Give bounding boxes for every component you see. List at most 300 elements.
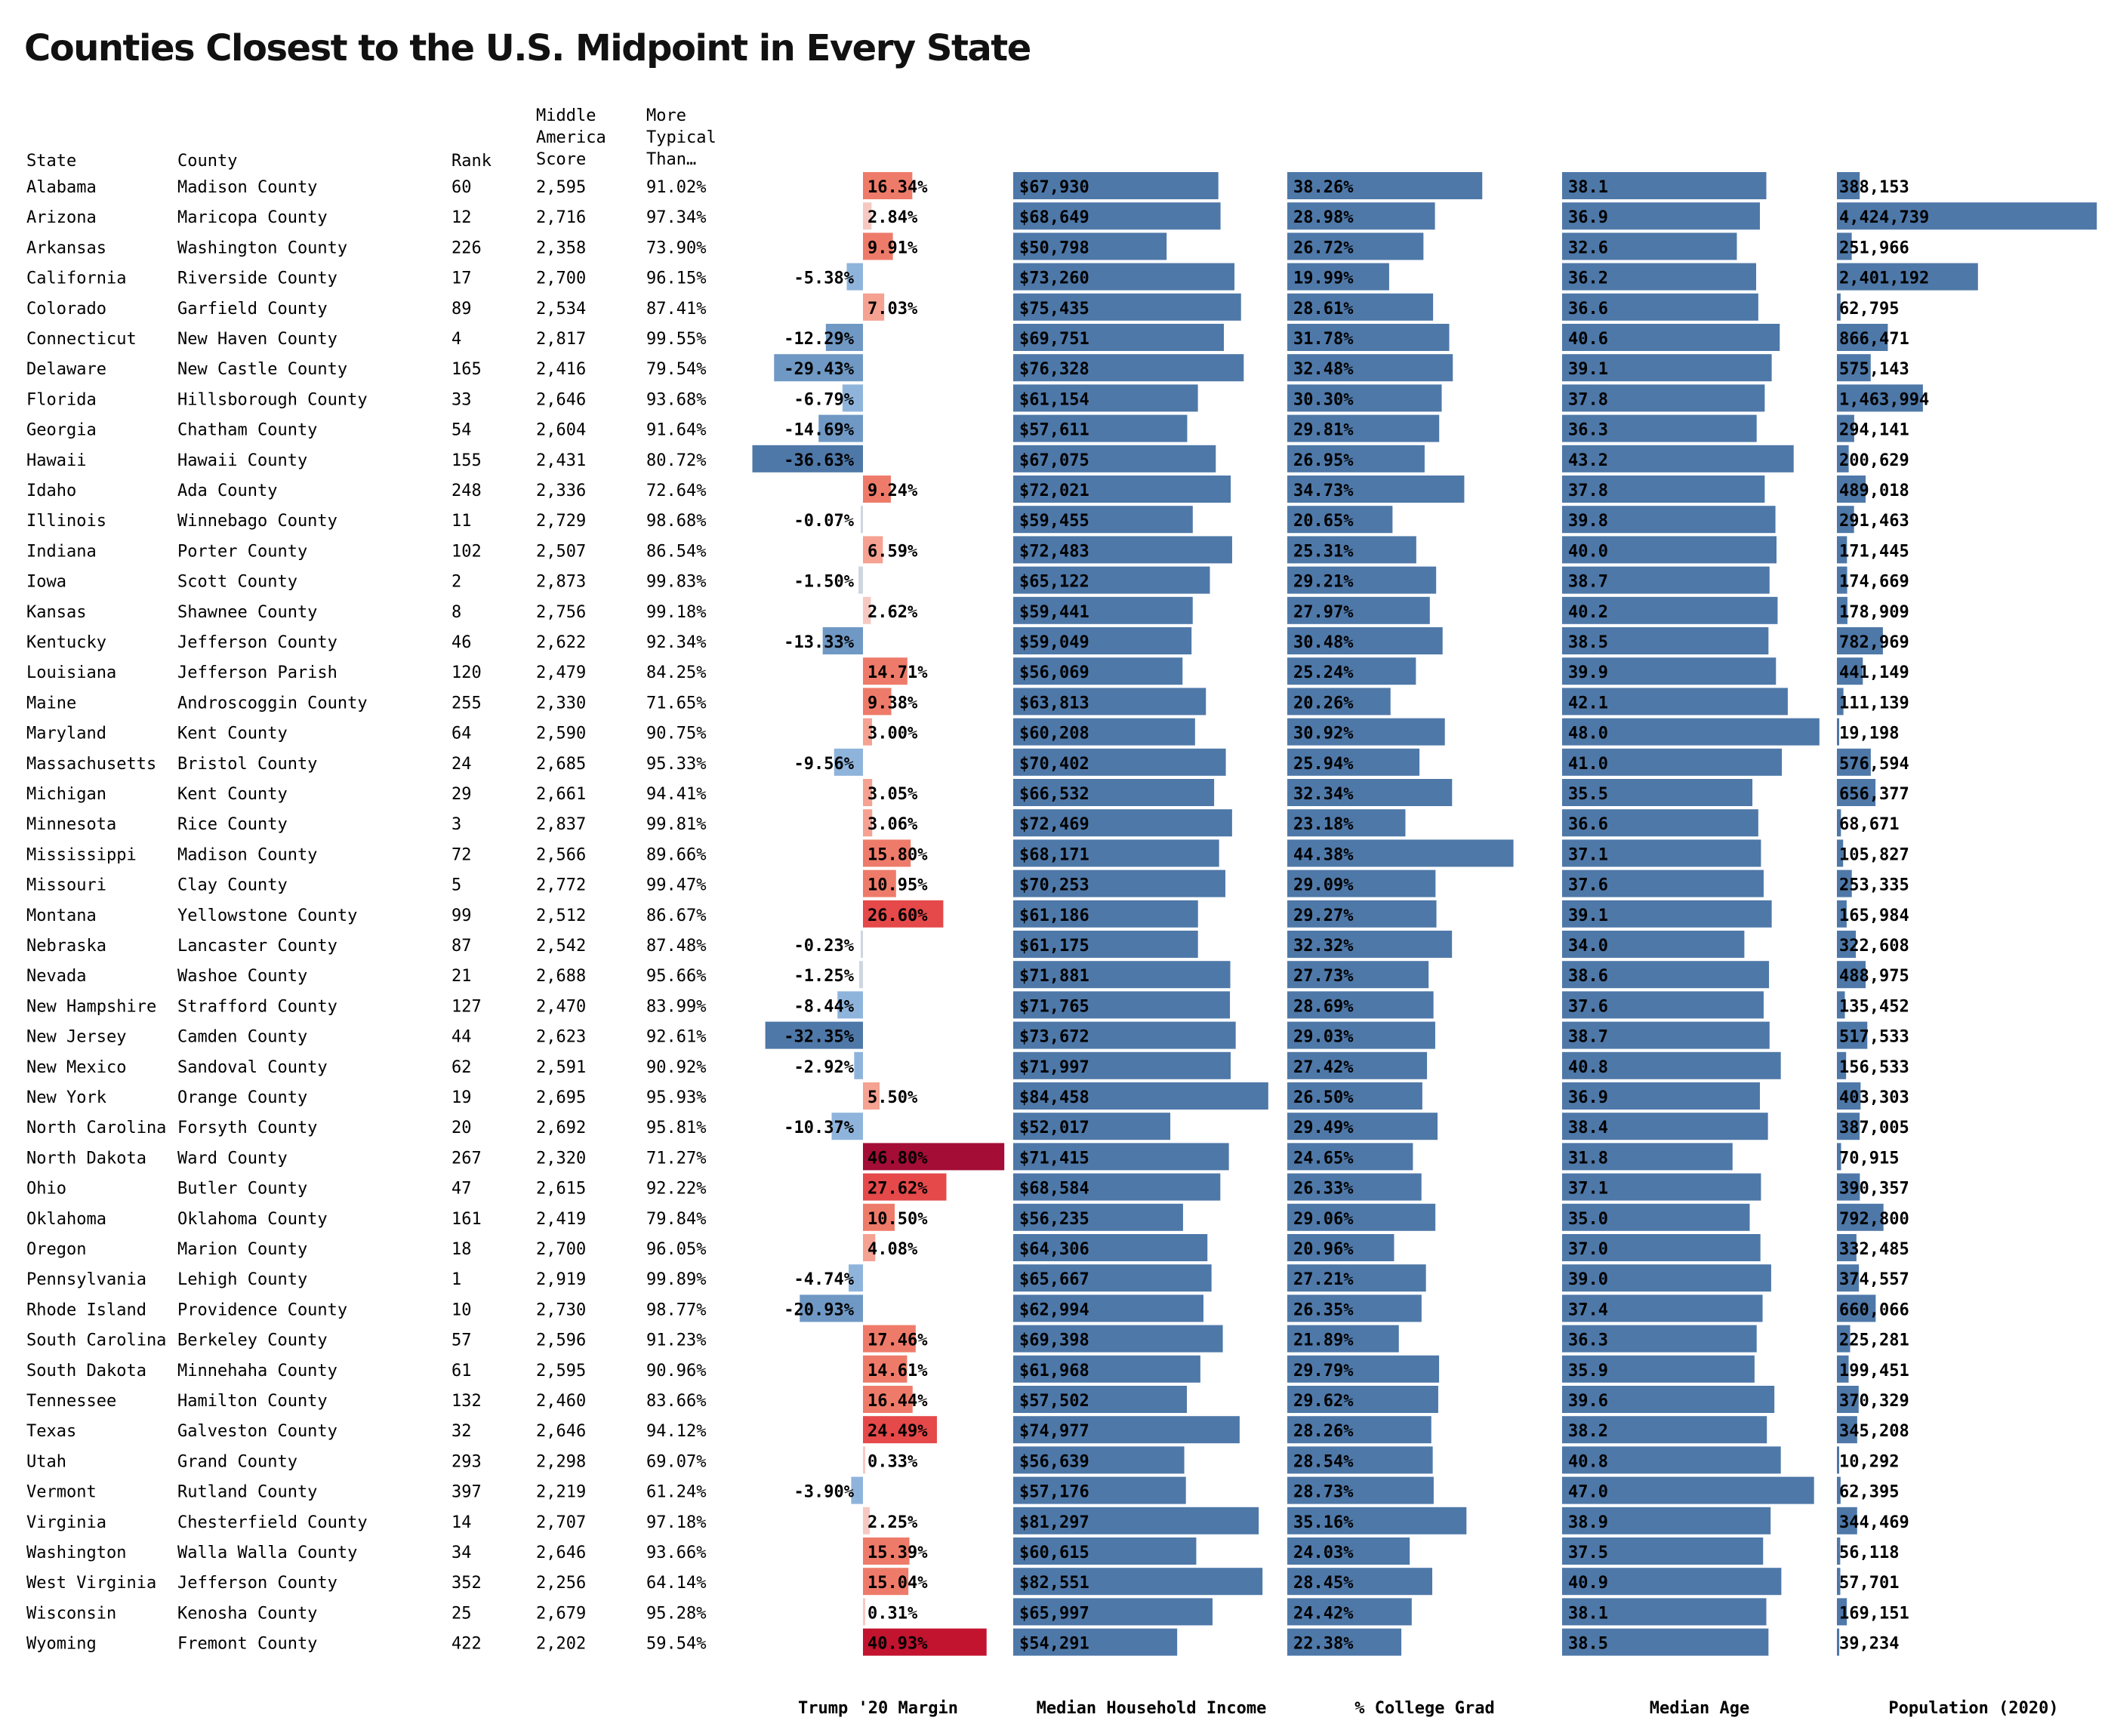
state-name: Vermont <box>26 1482 97 1502</box>
score-value: 2,431 <box>536 451 587 470</box>
state-name: Ohio <box>26 1179 66 1199</box>
rank-value: 132 <box>451 1392 482 1411</box>
rank-value: 161 <box>451 1209 482 1229</box>
score-value: 2,700 <box>536 269 587 288</box>
rank-value: 10 <box>451 1300 472 1320</box>
state-name: Massachusetts <box>26 754 157 774</box>
population-label: 70,915 <box>1839 1149 1900 1168</box>
margin-label: -8.44% <box>794 997 854 1017</box>
margin-label: 4.08% <box>867 1240 918 1259</box>
score-value: 2,919 <box>536 1270 587 1290</box>
margin-label: 3.05% <box>867 785 918 804</box>
county-name: Galveston County <box>177 1422 337 1442</box>
income-label: $59,049 <box>1019 633 1089 652</box>
college-label: 26.35% <box>1293 1300 1354 1320</box>
score-value: 2,646 <box>536 1544 587 1562</box>
college-label: 24.42% <box>1293 1604 1354 1624</box>
state-name: Idaho <box>26 482 77 500</box>
margin-column-label: Trump '20 Margin <box>798 1699 958 1718</box>
college-label: 28.69% <box>1293 997 1354 1017</box>
rank-value: 25 <box>451 1604 472 1624</box>
rank-value: 14 <box>451 1513 472 1532</box>
typical-value: 64.14% <box>646 1574 707 1593</box>
income-label: $84,458 <box>1019 1088 1089 1107</box>
college-label: 21.89% <box>1293 1331 1354 1350</box>
header-rank: Rank <box>451 152 492 171</box>
rank-value: 44 <box>451 1027 472 1047</box>
margin-label: -1.25% <box>794 967 854 987</box>
margin-label: -2.92% <box>794 1057 854 1077</box>
table-row <box>26 1113 1909 1140</box>
rank-value: 352 <box>451 1574 482 1593</box>
state-name: New Hampshire <box>26 997 157 1017</box>
state-name: Montana <box>26 906 97 925</box>
margin-label: 16.34% <box>867 178 928 197</box>
income-label: $65,997 <box>1019 1604 1089 1624</box>
typical-value: 86.54% <box>646 542 707 562</box>
county-name: Androscoggin County <box>177 694 368 713</box>
income-label: $61,186 <box>1019 906 1089 925</box>
typical-value: 59.54% <box>646 1634 707 1654</box>
margin-label: 16.44% <box>867 1392 928 1411</box>
header-typical-line: Than… <box>646 150 697 169</box>
population-label: 39,234 <box>1839 1634 1900 1654</box>
college-label: 28.54% <box>1293 1452 1354 1472</box>
margin-label: 3.00% <box>867 724 918 743</box>
typical-value: 97.18% <box>646 1513 707 1532</box>
state-name: North Carolina <box>26 1119 167 1138</box>
margin-label: 15.39% <box>867 1544 928 1562</box>
header-score-line: Middle <box>536 106 596 125</box>
college-label: 30.48% <box>1293 633 1354 652</box>
typical-value: 80.72% <box>646 451 707 470</box>
score-value: 2,256 <box>536 1574 587 1593</box>
college-label: 29.03% <box>1293 1027 1354 1047</box>
population-label: 2,401,192 <box>1839 269 1930 288</box>
population-label: 1,463,994 <box>1839 390 1930 410</box>
college-label: 29.21% <box>1293 572 1354 592</box>
margin-label: 9.38% <box>867 694 918 713</box>
table-row <box>26 1143 1899 1170</box>
college-label: 29.62% <box>1293 1392 1354 1411</box>
population-label: 344,469 <box>1839 1513 1909 1532</box>
income-label: $61,154 <box>1019 390 1089 410</box>
county-name: Porter County <box>177 542 308 562</box>
rank-value: 29 <box>451 785 472 804</box>
population-label: 56,118 <box>1839 1544 1900 1562</box>
rank-value: 72 <box>451 845 472 865</box>
score-value: 2,716 <box>536 208 587 228</box>
income-label: $73,260 <box>1019 269 1089 288</box>
typical-value: 95.93% <box>646 1088 707 1107</box>
population-label: 403,303 <box>1839 1088 1909 1107</box>
table-row <box>26 263 1978 291</box>
table-row <box>26 294 1899 321</box>
rank-value: 120 <box>451 663 482 683</box>
margin-label: -4.74% <box>794 1270 854 1290</box>
typical-value: 99.89% <box>646 1270 707 1290</box>
rank-value: 54 <box>451 420 472 440</box>
population-label: 390,357 <box>1839 1179 1909 1199</box>
score-value: 2,479 <box>536 663 587 683</box>
table-row <box>26 1537 1899 1565</box>
college-label: 38.26% <box>1293 178 1354 197</box>
county-name: Madison County <box>177 845 318 865</box>
age-label: 36.2 <box>1568 269 1608 288</box>
margin-label: -5.38% <box>794 269 854 288</box>
income-label: $56,639 <box>1019 1452 1089 1472</box>
table-row <box>26 1022 1909 1049</box>
typical-value: 98.77% <box>646 1300 707 1320</box>
income-label: $62,994 <box>1019 1300 1089 1320</box>
typical-value: 96.05% <box>646 1240 707 1259</box>
score-value: 2,729 <box>536 512 587 531</box>
margin-label: 27.62% <box>867 1179 928 1199</box>
age-label: 35.5 <box>1568 785 1608 804</box>
population-label: 792,800 <box>1839 1209 1909 1229</box>
age-column-label: Median Age <box>1649 1699 1750 1718</box>
college-label: 28.73% <box>1293 1482 1354 1502</box>
score-value: 2,837 <box>536 815 587 835</box>
rank-value: 1 <box>451 1270 462 1290</box>
age-label: 40.8 <box>1568 1452 1608 1472</box>
header-county: County <box>177 152 238 171</box>
population-label: 387,005 <box>1839 1119 1909 1138</box>
county-name: New Castle County <box>177 360 348 380</box>
typical-value: 97.34% <box>646 208 707 228</box>
typical-value: 91.02% <box>646 178 707 197</box>
margin-label: 24.49% <box>867 1422 928 1442</box>
table-row <box>26 476 1909 503</box>
margin-label: -14.69% <box>784 420 854 440</box>
table-row <box>26 657 1909 685</box>
margin-bar <box>861 506 863 533</box>
state-name: Wyoming <box>26 1634 97 1654</box>
state-name: New York <box>26 1088 106 1107</box>
margin-label: -1.50% <box>794 572 854 592</box>
county-name: Strafford County <box>177 997 337 1017</box>
county-name: New Haven County <box>177 330 337 349</box>
score-value: 2,772 <box>536 876 587 895</box>
table-row <box>26 1356 1909 1383</box>
table-row <box>26 1294 1909 1322</box>
rank-value: 20 <box>451 1119 472 1138</box>
rank-value: 47 <box>451 1179 472 1199</box>
age-label: 42.1 <box>1568 694 1608 713</box>
table-row <box>26 719 1899 746</box>
typical-value: 87.48% <box>646 937 707 956</box>
typical-value: 89.66% <box>646 845 707 865</box>
table-row <box>26 567 1909 594</box>
population-label: 62,795 <box>1839 299 1900 319</box>
age-label: 43.2 <box>1568 451 1608 470</box>
state-name: New Mexico <box>26 1057 127 1077</box>
county-name: Yellowstone County <box>177 906 358 925</box>
table-row <box>26 839 1909 866</box>
population-label: 178,909 <box>1839 602 1909 622</box>
state-name: Maine <box>26 694 77 713</box>
state-name: Washington <box>26 1544 127 1562</box>
county-name: Washington County <box>177 239 348 258</box>
income-label: $61,968 <box>1019 1361 1089 1380</box>
county-name: Washoe County <box>177 967 308 987</box>
college-label: 25.24% <box>1293 663 1354 683</box>
income-label: $81,297 <box>1019 1513 1089 1532</box>
rank-value: 62 <box>451 1057 472 1077</box>
score-value: 2,298 <box>536 1452 587 1472</box>
college-label: 29.09% <box>1293 876 1354 895</box>
income-label: $66,532 <box>1019 785 1089 804</box>
state-name: Pennsylvania <box>26 1270 146 1290</box>
rank-value: 4 <box>451 330 462 349</box>
income-label: $64,306 <box>1019 1240 1089 1259</box>
population-label: 4,424,739 <box>1839 208 1930 228</box>
county-name: Forsyth County <box>177 1119 318 1138</box>
age-label: 39.8 <box>1568 512 1608 531</box>
table-row <box>26 324 1909 351</box>
population-label: 294,141 <box>1839 420 1909 440</box>
typical-value: 91.23% <box>646 1331 707 1350</box>
state-name: New Jersey <box>26 1027 127 1047</box>
age-label: 31.8 <box>1568 1149 1608 1168</box>
age-label: 41.0 <box>1568 754 1608 774</box>
table-row <box>26 1204 1909 1231</box>
college-label: 27.97% <box>1293 602 1354 622</box>
header-score-line: Score <box>536 150 587 169</box>
rank-value: 99 <box>451 906 472 925</box>
typical-value: 87.41% <box>646 299 707 319</box>
population-label: 171,445 <box>1839 542 1909 562</box>
table-row <box>26 779 1909 806</box>
typical-value: 94.41% <box>646 785 707 804</box>
county-name: Camden County <box>177 1027 308 1047</box>
state-name: Illinois <box>26 512 106 531</box>
table-row <box>26 809 1899 836</box>
typical-value: 90.96% <box>646 1361 707 1380</box>
college-label: 28.26% <box>1293 1422 1354 1442</box>
rank-value: 422 <box>451 1634 482 1654</box>
margin-label: -10.37% <box>784 1119 854 1138</box>
college-label: 30.30% <box>1293 390 1354 410</box>
typical-value: 61.24% <box>646 1482 707 1502</box>
income-label: $67,075 <box>1019 451 1089 470</box>
state-name: West Virginia <box>26 1574 157 1593</box>
rank-value: 33 <box>451 390 472 410</box>
margin-label: 10.95% <box>867 876 928 895</box>
age-label: 38.2 <box>1568 1422 1608 1442</box>
rank-value: 11 <box>451 512 472 531</box>
state-name: Maryland <box>26 724 106 743</box>
age-label: 37.1 <box>1568 1179 1608 1199</box>
population-label: 332,485 <box>1839 1240 1909 1259</box>
college-label: 44.38% <box>1293 845 1354 865</box>
score-value: 2,419 <box>536 1209 587 1229</box>
margin-label: -9.56% <box>794 754 854 774</box>
population-label: 660,066 <box>1839 1300 1909 1320</box>
state-name: South Carolina <box>26 1331 167 1350</box>
state-name: Colorado <box>26 299 106 319</box>
population-label: 225,281 <box>1839 1331 1909 1350</box>
rank-value: 2 <box>451 572 462 592</box>
age-label: 38.1 <box>1568 178 1608 197</box>
margin-bar <box>861 931 863 958</box>
typical-value: 94.12% <box>646 1422 707 1442</box>
county-name: Minnehaha County <box>177 1361 337 1380</box>
population-label: 291,463 <box>1839 512 1909 531</box>
college-column-label: % College Grad <box>1354 1699 1495 1718</box>
typical-value: 79.54% <box>646 360 707 380</box>
county-name: Lehigh County <box>177 1270 308 1290</box>
county-name: Winnebago County <box>177 512 337 531</box>
typical-value: 79.84% <box>646 1209 707 1229</box>
table-row <box>26 931 1909 958</box>
college-label: 25.31% <box>1293 542 1354 562</box>
college-label: 32.32% <box>1293 937 1354 956</box>
score-value: 2,817 <box>536 330 587 349</box>
state-name: Rhode Island <box>26 1300 146 1320</box>
college-label: 24.03% <box>1293 1544 1354 1562</box>
county-name: Walla Walla County <box>177 1544 358 1562</box>
state-name: Louisiana <box>26 663 117 683</box>
table-row <box>26 991 1909 1018</box>
state-name: Delaware <box>26 360 106 380</box>
age-label: 47.0 <box>1568 1482 1608 1502</box>
county-name: Chatham County <box>177 420 318 440</box>
age-label: 38.6 <box>1568 967 1608 987</box>
table-row <box>26 1629 1899 1656</box>
state-name: Hawaii <box>26 451 87 470</box>
income-label: $65,122 <box>1019 572 1089 592</box>
income-label: $68,584 <box>1019 1179 1089 1199</box>
margin-label: 0.31% <box>867 1604 918 1624</box>
county-name: Ward County <box>177 1149 288 1168</box>
county-name: Rutland County <box>177 1482 318 1502</box>
typical-value: 95.28% <box>646 1604 707 1624</box>
margin-label: -6.79% <box>794 390 854 410</box>
score-value: 2,566 <box>536 845 587 865</box>
state-name: Nevada <box>26 967 87 987</box>
county-name: Scott County <box>177 572 297 592</box>
age-label: 39.9 <box>1568 663 1608 683</box>
score-value: 2,679 <box>536 1604 587 1624</box>
population-label: 111,139 <box>1839 694 1909 713</box>
age-label: 36.6 <box>1568 815 1608 835</box>
rank-value: 24 <box>451 754 472 774</box>
county-name: Grand County <box>177 1452 297 1472</box>
population-label: 135,452 <box>1839 997 1909 1017</box>
age-label: 38.7 <box>1568 572 1608 592</box>
county-name: Marion County <box>177 1240 308 1259</box>
table-row <box>26 1082 1909 1110</box>
county-name: Ada County <box>177 482 278 500</box>
age-label: 34.0 <box>1568 937 1608 956</box>
state-name: Missouri <box>26 876 106 895</box>
margin-label: 6.59% <box>867 542 918 562</box>
age-label: 39.1 <box>1568 906 1608 925</box>
score-value: 2,646 <box>536 390 587 410</box>
table-row <box>26 1325 1909 1353</box>
population-label: 19,198 <box>1839 724 1900 743</box>
population-label: 575,143 <box>1839 360 1909 380</box>
rank-value: 19 <box>451 1088 472 1107</box>
table-row <box>26 627 1909 654</box>
typical-value: 99.55% <box>646 330 707 349</box>
score-value: 2,623 <box>536 1027 587 1047</box>
score-value: 2,756 <box>536 602 587 622</box>
margin-label: 15.04% <box>867 1574 928 1593</box>
rank-value: 32 <box>451 1422 472 1442</box>
state-name: North Dakota <box>26 1149 146 1168</box>
score-value: 2,695 <box>536 1088 587 1107</box>
typical-value: 92.22% <box>646 1179 707 1199</box>
score-value: 2,512 <box>536 906 587 925</box>
income-label: $72,021 <box>1019 482 1089 500</box>
table-row <box>26 688 1909 715</box>
population-label: 68,671 <box>1839 815 1900 835</box>
county-name: Orange County <box>177 1088 308 1107</box>
score-value: 2,542 <box>536 937 587 956</box>
table-row <box>26 506 1909 533</box>
population-label: 174,669 <box>1839 572 1909 592</box>
margin-label: -20.93% <box>784 1300 854 1320</box>
population-label: 322,608 <box>1839 937 1909 956</box>
rank-value: 155 <box>451 451 482 470</box>
population-label: 169,151 <box>1839 1604 1909 1624</box>
population-label: 388,153 <box>1839 178 1909 197</box>
income-label: $52,017 <box>1019 1119 1089 1138</box>
table-row <box>26 536 1909 563</box>
income-label: $76,328 <box>1019 360 1089 380</box>
state-name: Minnesota <box>26 815 117 835</box>
county-name: Hamilton County <box>177 1392 328 1411</box>
age-label: 38.9 <box>1568 1513 1608 1532</box>
table-row <box>26 1446 1899 1473</box>
bar-column-labels <box>798 1699 2059 1718</box>
score-value: 2,590 <box>536 724 587 743</box>
income-label: $71,415 <box>1019 1149 1089 1168</box>
age-label: 35.0 <box>1568 1209 1608 1229</box>
score-value: 2,730 <box>536 1300 587 1320</box>
income-label: $63,813 <box>1019 694 1089 713</box>
rank-value: 34 <box>451 1544 472 1562</box>
margin-label: -12.29% <box>784 330 854 349</box>
typical-value: 99.81% <box>646 815 707 835</box>
county-name: Bristol County <box>177 754 318 774</box>
income-label: $57,176 <box>1019 1482 1089 1502</box>
age-label: 40.0 <box>1568 542 1608 562</box>
county-name: Maricopa County <box>177 208 328 228</box>
table-row <box>26 172 1909 199</box>
margin-label: 17.46% <box>867 1331 928 1350</box>
college-label: 26.50% <box>1293 1088 1354 1107</box>
age-label: 37.5 <box>1568 1544 1608 1562</box>
rank-value: 248 <box>451 482 482 500</box>
college-label: 30.92% <box>1293 724 1354 743</box>
income-label: $67,930 <box>1019 178 1089 197</box>
typical-value: 86.67% <box>646 906 707 925</box>
typical-value: 99.47% <box>646 876 707 895</box>
state-name: Arizona <box>26 208 97 228</box>
table-row <box>26 1052 1909 1079</box>
college-label: 35.16% <box>1293 1513 1354 1532</box>
rank-value: 18 <box>451 1240 472 1259</box>
score-value: 2,320 <box>536 1149 587 1168</box>
income-label: $71,765 <box>1019 997 1089 1017</box>
age-label: 40.8 <box>1568 1057 1608 1077</box>
table-row <box>26 1264 1909 1291</box>
score-value: 2,507 <box>536 542 587 562</box>
age-label: 36.9 <box>1568 208 1608 228</box>
